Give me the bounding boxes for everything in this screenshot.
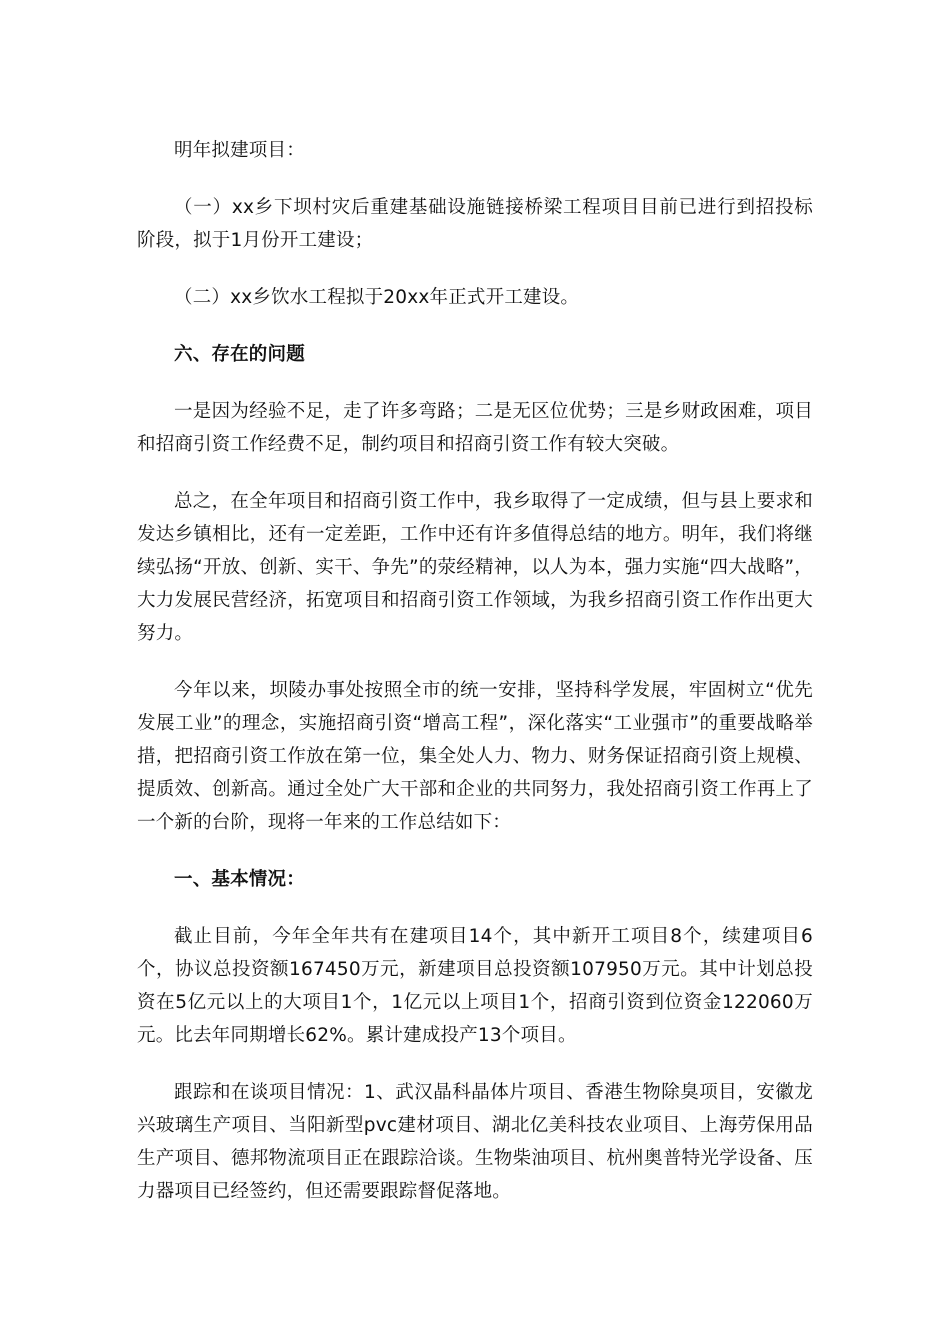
paragraph-conclusion: 总之，在全年项目和招商引资工作中，我乡取得了一定成绩，但与县上要求和发达乡镇相比，还有一定差距，工作中还有许多值得总结的地方。明年，我们将继续弘扬“开放、创新、实干、争先”的荥经精神，以人为本，强力实施“四大战略”，大力发展民营经济，拓宽项目和招商引资工作领域，为我乡招商引资工作作出更大努力。 (137, 491, 813, 644)
paragraph-summary-intro: 今年以来，坝陵办事处按照全市的统一安排，坚持科学发展，牢固树立“优先发展工业”的理念，实施招商引资“增高工程”，深化落实“工业强市”的重要战略举措，把招商引资工作放在第一位，集全处人力、物力、财务保证招商引资上规模、提质效、创新高。通过全处广大干部和企业的共同努力，我处招商引资工作再上了一个新的台阶，现将一年来的工作总结如下： (137, 680, 813, 833)
paragraph-tracking-projects: 跟踪和在谈项目情况：1、武汉晶科晶体片项目、香港生物除臭项目，安徽龙兴玻璃生产项目、当阳新型pvc建材项目、湖北亿美科技农业项目、上海劳保用品生产项目、德邦物流项目正在跟踪洽谈。生物柴油项目、杭州奥普特光学设备、压力器项目已经签约，但还需要跟踪督促落地。 (137, 1082, 813, 1202)
section-heading-basic-situation: 一、基本情况： (174, 869, 305, 890)
paragraph-problems: 一是因为经验不足，走了许多弯路；二是无区位优势；三是乡财政困难，项目和招商引资工作经费不足，制约项目和招商引资工作有较大突破。 (137, 401, 813, 455)
paragraph-plan-intro: 明年拟建项目： (174, 140, 305, 161)
section-heading-problems: 六、存在的问题 (174, 344, 305, 365)
document-body (137, 134, 813, 1208)
paragraph-basic-situation: 截止目前，今年全年共有在建项目14个，其中新开工项目8个，续建项目6个，协议总投资额167450万元，新建项目总投资额107950万元。其中计划总投资在5亿元以上的大项目1个，1亿元以上项目1个，招商引资到位资金122060万元。比去年同期增长62%。累计建成投产13个项目。 (137, 926, 813, 1046)
paragraph-plan-item-1: （一）xx乡下坝村灾后重建基础设施链接桥梁工程项目目前已进行到招投标阶段，拟于1月份开工建设； (137, 197, 813, 251)
paragraph-plan-item-2: （二）xx乡饮水工程拟于20xx年正式开工建设。 (174, 287, 580, 308)
